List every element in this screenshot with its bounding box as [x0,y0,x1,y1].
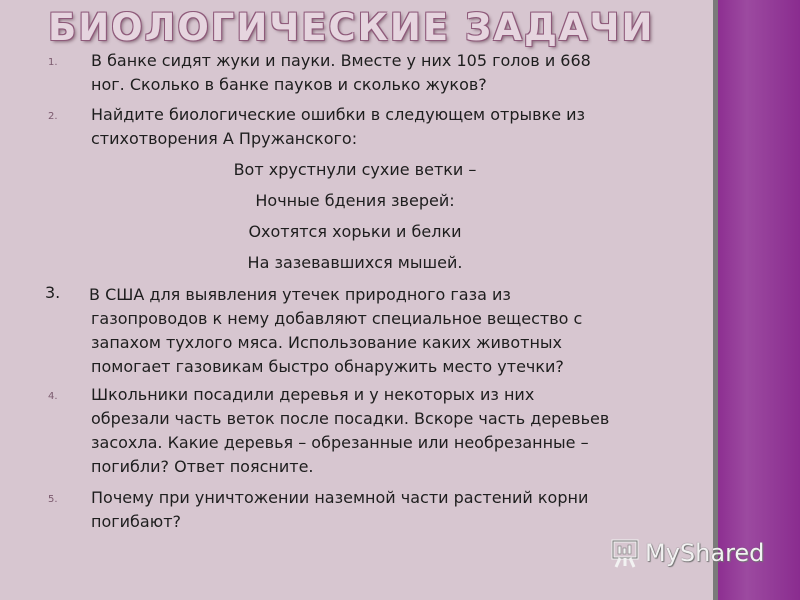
item-3-line-3: запахом тухлого мяса. Использование каких животных [91,333,563,352]
item-4-line-3: засохла. Какие деревья – обрезанные или необрезанные – [91,433,589,452]
item-2-number: 2. [48,111,58,122]
item-1-number: 1. [48,57,58,68]
poem-line-4: На зазевавшихся мышей. [247,253,463,272]
item-1-line-1: В банке сидят жуки и пауки. Вместе у них 105 голов и 668 [91,51,591,70]
item-5-line-2: погибают? [91,512,182,531]
item-3-line-1: В США для выявления утечек природного газа из [89,285,511,304]
item-5 [91,486,588,534]
poem-line-2: Ночные бдения зверей: [255,191,455,210]
item-2-line-2: стихотворения А Пружанского: [91,129,358,148]
item-3-number: 3. [45,283,61,302]
poem-line-3: Охотятся хорьки и белки [248,222,462,241]
watermark-text: MyShared [645,539,765,567]
item-4-line-2: обрезали часть веток после посадки. Вскоре часть деревьев [91,409,610,428]
slide-title: БИОЛОГИЧЕСКИЕ ЗАДАЧИ [48,6,655,49]
watermark [609,537,765,571]
item-5-number: 5. [48,494,58,505]
presentation-board-icon [609,537,641,569]
item-3-continued [91,307,582,379]
item-3 [89,283,511,307]
item-4-line-4: погибли? Ответ поясните. [91,457,314,476]
item-1-line-2: ног. Сколько в банке пауков и сколько жуков? [91,75,487,94]
side-accent-bar [718,0,800,600]
item-3-line-4: помогает газовикам быстро обнаружить место утечки? [91,357,564,376]
item-2-line-1: Найдите биологические ошибки в следующем отрывке из [91,105,586,124]
item-5-line-1: Почему при уничтожении наземной части растений корни [91,488,589,507]
item-4-number: 4. [48,391,58,402]
item-4 [91,383,609,479]
item-2 [91,103,585,151]
item-4-line-1: Школьники посадили деревья и у некоторых из них [91,385,535,404]
item-1 [91,49,591,97]
poem-line-1: Вот хрустнули сухие ветки – [233,160,477,179]
item-3-line-2: газопроводов к нему добавляют специальное вещество с [91,309,583,328]
